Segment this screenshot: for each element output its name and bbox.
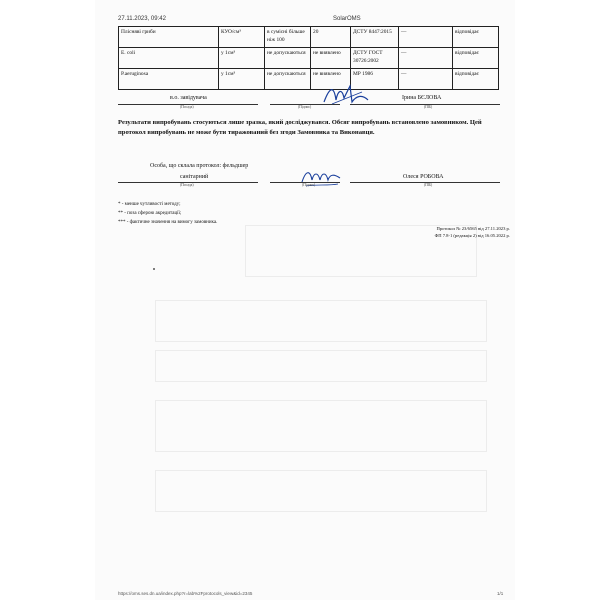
table-row: [119, 27, 499, 48]
table-row: [119, 69, 499, 90]
uncertainty-cell: —: [399, 27, 453, 48]
result-cell: не виявлено: [311, 69, 351, 90]
bleed-through-area: [155, 350, 487, 382]
method-cell: МР 1986: [351, 69, 399, 90]
indicator-name: Плісняві гриби: [119, 27, 219, 48]
bleed-through-area: [155, 470, 487, 512]
protocol-reference: [400, 225, 510, 239]
name-caption: (ПІБ): [424, 105, 433, 109]
print-timestamp: 27.11.2023, 09:42: [118, 16, 166, 22]
norm-cell: не допускаються: [265, 69, 311, 90]
indicator-name: P.aeruginosa: [119, 69, 219, 90]
print-url: https://oms.ses.dn.ua/index.php?r=lab%2Fprotocols_view&id=2345: [118, 591, 253, 596]
signature-caption: (Підпис): [298, 105, 312, 109]
form-number: ФП 7.8-1 (редакція 2) від 16.05.2022 р.: [434, 233, 510, 238]
indicator-name: E. coli: [119, 48, 219, 69]
conformity-cell: відповідає: [453, 27, 499, 48]
stray-dot: [153, 268, 155, 270]
compiler-position-line1: Особа, що склала протокол: фельдшер: [150, 163, 249, 169]
results-statement: Результати випробувань стосуються лише зразка, який досліджувався. Обсяг випробувань встановлено замовником. Цей протокол випробувань не може бути тиражований без згоди Замовника та Виконавця.: [118, 119, 482, 136]
app-name: SolarOMS: [333, 16, 361, 22]
result-cell: не виявлено: [311, 48, 351, 69]
signature-caption: (Підпис): [302, 183, 316, 187]
conformity-cell: відповідає: [453, 69, 499, 90]
approver-position: в.о. завідувача: [170, 95, 207, 101]
method-cell: ДСТУ 8447:2015: [351, 27, 399, 48]
uncertainty-cell: —: [399, 48, 453, 69]
norm-cell: в сумісні більше ніж 100: [265, 27, 311, 48]
unit-cell: у 1см³: [219, 69, 265, 90]
footnote: ** - поза сферою акредитації;: [118, 211, 182, 216]
table-row: [119, 48, 499, 69]
compiler-name: Олеся РОБОВА: [403, 174, 444, 180]
bleed-through-area: [155, 400, 487, 452]
approver-name: Ірина БЄЛОВА: [402, 95, 442, 101]
unit-cell: у 1см³: [219, 48, 265, 69]
position-caption: (Посада): [180, 183, 194, 187]
footnote: *** - фактичне значення на вимогу замовника.: [118, 220, 218, 225]
page-number: 1/1: [497, 591, 504, 596]
conformity-cell: відповідає: [453, 48, 499, 69]
name-caption: (ПІБ): [424, 183, 433, 187]
compiler-position-line2: санітарний: [180, 174, 209, 180]
norm-cell: не допускаються: [265, 48, 311, 69]
results-table: [118, 26, 499, 90]
bleed-through-area: [155, 300, 487, 342]
document-page: [95, 0, 515, 600]
protocol-number: Протокол № 23/6565 від 27.11.2023 р.: [436, 226, 510, 231]
method-cell: ДСТУ ГОСТ 30726:2002: [351, 48, 399, 69]
result-cell: 20: [311, 27, 351, 48]
footnote: * - менше чутливості методу;: [118, 202, 181, 207]
footnotes: [118, 200, 217, 227]
print-header: [118, 16, 498, 26]
position-caption: (Посада): [180, 105, 194, 109]
unit-cell: КУО/см³: [219, 27, 265, 48]
uncertainty-cell: —: [399, 69, 453, 90]
